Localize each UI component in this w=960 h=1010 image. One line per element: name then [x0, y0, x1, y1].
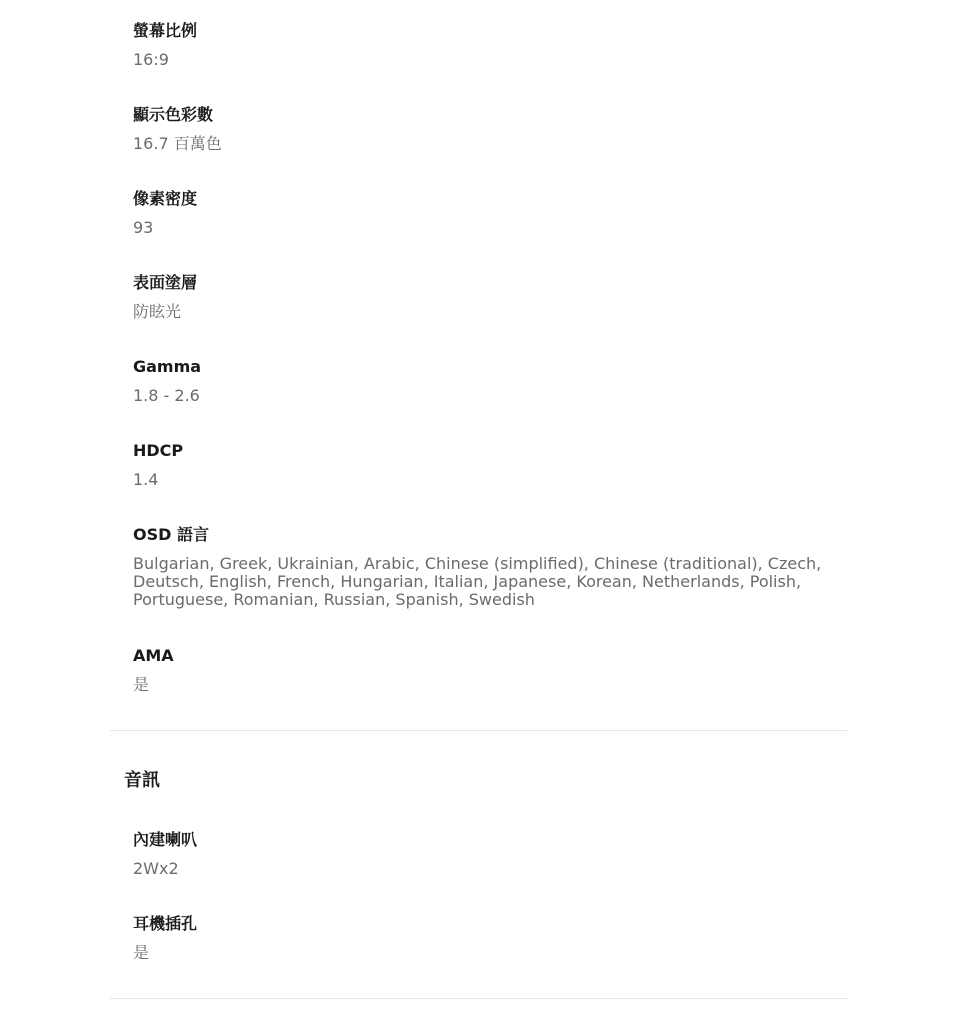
spec-item-surface-coating — [133, 273, 833, 321]
spec-item-osd-language — [133, 525, 833, 609]
spec-value: 是 — [133, 675, 150, 694]
spec-value: 16:9 — [133, 50, 169, 69]
spec-value: 防眩光 — [133, 302, 182, 321]
spec-label: 顯示色彩數 — [133, 105, 214, 124]
spec-label: 耳機插孔 — [133, 914, 198, 933]
section-divider — [110, 730, 847, 731]
section-title-audio: 音訊 — [124, 770, 160, 791]
spec-value: Bulgarian, Greek, Ukrainian, Arabic, Chinese (simplified), Chinese (traditional), Czech, Deutsch, English, French, Hungarian, Italian, Japanese, Korean, Netherlands, Polish, Portuguese, Romanian, Russian, Spanish, Swedish — [133, 554, 822, 609]
spec-label: 內建喇叭 — [133, 830, 198, 849]
spec-item-hdcp — [133, 441, 833, 489]
spec-value: 16.7 百萬色 — [133, 134, 222, 153]
spec-item-headphone-jack — [133, 914, 833, 962]
spec-value: 2Wx2 — [133, 859, 179, 878]
spec-label: 像素密度 — [133, 189, 198, 208]
spec-value: 93 — [133, 218, 154, 237]
spec-label: OSD 語言 — [133, 525, 209, 544]
spec-item-speakers — [133, 830, 833, 878]
spec-item-color-depth — [133, 105, 833, 153]
spec-label: 螢幕比例 — [133, 21, 198, 40]
section-divider — [110, 998, 847, 999]
spec-item-pixel-density — [133, 189, 833, 237]
spec-item-aspect-ratio — [133, 21, 833, 69]
spec-label: AMA — [133, 646, 174, 665]
spec-label: Gamma — [133, 357, 202, 376]
spec-label: 表面塗層 — [133, 273, 198, 292]
spec-label: HDCP — [133, 441, 184, 460]
spec-value: 1.8 - 2.6 — [133, 386, 200, 405]
spec-value: 是 — [133, 943, 150, 962]
spec-value: 1.4 — [133, 470, 159, 489]
spec-item-ama — [133, 646, 833, 694]
spec-item-gamma — [133, 357, 833, 405]
